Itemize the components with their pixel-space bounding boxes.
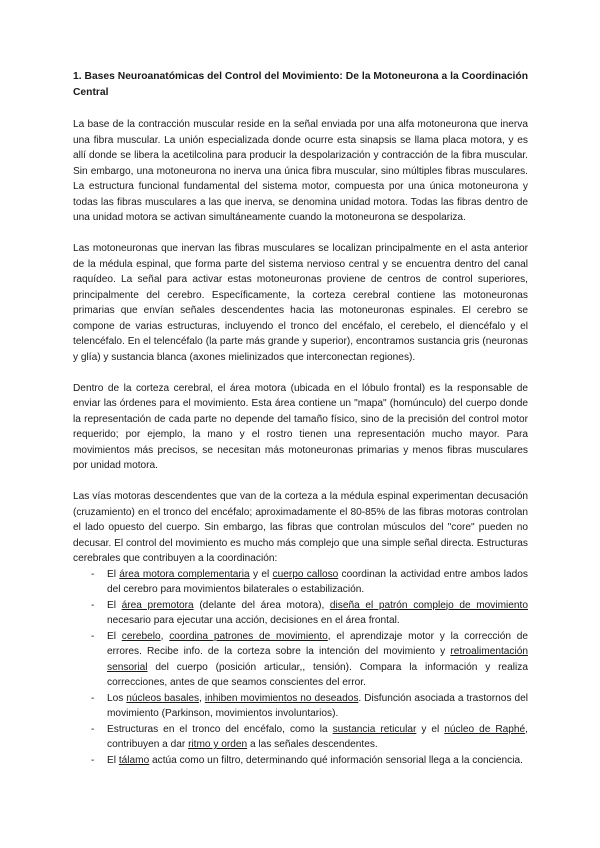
underlined-term: cuerpo calloso <box>272 568 339 580</box>
underlined-term: núcleo de Raphé <box>444 723 526 735</box>
section-heading: 1. Bases Neuroanatómicas del Control del Movimiento: De la Motoneurona a la Coordinación Central <box>73 71 528 98</box>
coordination-structures-list <box>73 567 528 769</box>
underlined-term: coordina patrones de movimiento <box>169 630 328 642</box>
document-body <box>73 69 528 768</box>
paragraph-motoneurons: Las motoneuronas que inervan las fibras musculares se localizan principalmente en el asta anterior de la médula espinal, que forma parte del sistema nervioso central y se encuentra dentro del canal raquídeo. La señal para activar estas motoneuronas proviene de centros de control superiores, principalmente del cerebro. Específicamente, la corteza cerebral contiene las motoneuronas primarias que envían señales descendentes hacia las motoneuronas espinales. El cerebro se compone de varias estructuras, incluyendo el tronco del encéfalo, el cerebelo, el diencéfalo y el telencéfalo. En el telencéfalo (la parte más grande y superior), encontramos sustancia gris (neuronas y glía) y sustancia blanca (axones mielinizados que interconectan regiones). <box>73 243 528 363</box>
list-item: - El cerebelo, coordina patrones de movimiento, el aprendizaje motor y la corrección de errores. Recibe info. de la corteza sobre la intención del movimiento y retroalimentación sensorial del cuerpo (posición articular,, tensión). Compara la información y realiza correcciones, antes de que seamos conscientes del error. <box>73 629 528 691</box>
list-item: - Los núcleos basales, inhiben movimientos no deseados. Disfunción asociada a trastornos del movimiento (Parkinson, movimientos involuntarios). <box>73 691 528 722</box>
underlined-term: tálamo <box>118 754 150 766</box>
underlined-term: ritmo y orden <box>188 739 248 750</box>
paragraph-motor-cortex: Dentro de la corteza cerebral, el área motora (ubicada en el lóbulo frontal) es la responsable de enviar las órdenes para el movimiento. Esta área contiene un "mapa" (homúnculo) del cuerpo donde la representación de cada parte no depende del tamaño físico, sino de la precisión del control motor requerido; por ejemplo, la mano y el rostro tienen una representación mucho mayor. Para movimientos más precisos, se necesitan más motoneuronas primarias y menos fibras musculares por unidad motora. <box>73 382 528 471</box>
underlined-term: sustancia reticular <box>332 723 417 735</box>
underlined-term: retroalimentación sensorial <box>107 646 528 673</box>
underlined-term: inhiben movimientos no deseados <box>204 692 359 704</box>
paragraph-motor-unit: La base de la contracción muscular reside en la señal enviada por una alfa motoneurona que inerva una fibra muscular. La unión especializada donde ocurre esta sinapsis se llama placa motora, y es allí donde se libera la acetilcolina para producir la despolarización y contracción de la fibra muscular. Sin embargo, una motoneurona no inerva una única fibra muscular, sino múltiples fibras musculares. La estructura funcional fundamental del sistema motor, compuesta por una única motoneurona y todas las fibras musculares a las que inerva, se denomina unidad motora. Todas las fibras dentro de una unidad motora se activan simultáneamente cuando la motoneurona se despolariza. <box>73 119 528 223</box>
list-item: - El tálamo actúa como un filtro, determinando qué información sensorial llega a la conciencia. <box>73 753 528 769</box>
underlined-term: área premotora <box>121 599 194 611</box>
underlined-term: cerebelo <box>121 630 161 642</box>
list-item: - Estructuras en el tronco del encéfalo, como la sustancia reticular y el núcleo de Raphé, contribuyen a dar ritmo y orden a las señales descendentes. <box>73 722 528 753</box>
underlined-term: diseña el patrón complejo de movimiento <box>329 599 528 611</box>
underlined-term: área motora complementaria <box>119 568 250 580</box>
underlined-term: núcleos basales <box>126 692 200 704</box>
list-item: - El área motora complementaria y el cuerpo calloso coordinan la actividad entre ambos lados del cerebro para movimientos bilaterales o estabilización. <box>73 567 528 598</box>
list-item: - El área premotora (delante del área motora), diseña el patrón complejo de movimiento necesario para ejecutar una acción, decisiones en el área frontal. <box>73 598 528 629</box>
paragraph-descending-pathways: Las vías motoras descendentes que van de la corteza a la médula espinal experimentan decusación (cruzamiento) en el tronco del encéfalo; aproximadamente el 80-85% de las fibras motoras controlan el lado opuesto del cuerpo. Sin embargo, las fibras que controlan músculos del "core" pueden no decusar. El control del movimiento es mucho más complejo que una simple señal directa. Estructuras cerebrales que contribuyen a la coordinación: <box>73 491 528 564</box>
